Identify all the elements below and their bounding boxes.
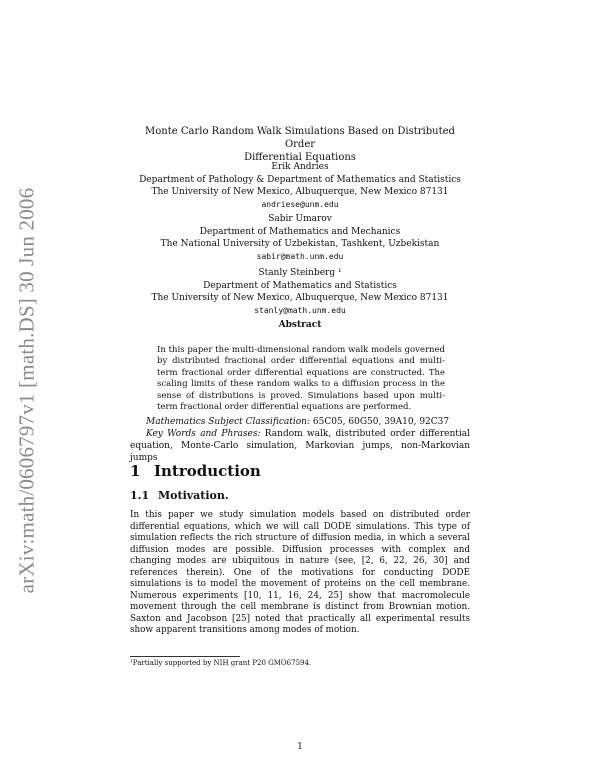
author-block <box>130 213 470 263</box>
author-name: Sabir Umarov <box>268 214 332 224</box>
keywords-value: Random walk, distributed order differential equation, Monte-Carlo simulation, Markovian jumps, non-Markovian jumps <box>130 429 470 463</box>
page-number: 1 <box>297 742 303 752</box>
msc-value: 65C05, 60G50, 39A10, 92C37 <box>310 417 450 427</box>
footnote: ¹Partially supported by NIH grant P20 GMO67594. <box>130 659 312 667</box>
subsection-number: 1.1 <box>130 489 150 502</box>
subsection-title: Motivation. <box>158 489 229 502</box>
author-university: The University of New Mexico, Albuquerque, New Mexico 87131 <box>151 293 449 303</box>
section-title: Introduction <box>154 462 261 480</box>
msc-label: Mathematics Subject Classification: <box>146 417 310 427</box>
author-university: The University of New Mexico, Albuquerque, New Mexico 87131 <box>151 187 449 197</box>
title-line-1: Monte Carlo Random Walk Simulations Based on Distributed Order <box>145 126 455 150</box>
author-block <box>130 267 470 317</box>
author-email: andriese@unm.edu <box>261 199 339 209</box>
title-line-2: Differential Equations <box>244 152 356 163</box>
section-number: 1 <box>130 462 141 480</box>
author-name: Stanly Steinberg ¹ <box>258 268 342 278</box>
section-heading <box>130 462 261 480</box>
arxiv-side-stamp <box>12 145 42 635</box>
abstract-heading: Abstract <box>278 320 322 330</box>
author-block <box>130 161 470 211</box>
author-email: stanly@math.unm.edu <box>254 305 346 315</box>
subsection-heading <box>130 489 229 502</box>
author-name: Erik Andries <box>271 162 329 172</box>
body-paragraph: In this paper we study simulation models based on distributed order differential equations, which we will call DODE simulations. This type of simulation reflects the rich structure of diffusion media, in which a several diffusion modes are possible. Diffusion processes with complex and changing modes are ubiquitous in nature (see, [2, 6, 22, 26, 30] and references therein). One of the motivations for conducting DODE simulations is to model the movement of proteins on the cell membrane. Numerous experiments [10, 11, 16, 24, 25] show that macromolecule movement through the cell membrane is distinct from Brownian motion. Saxton and Jacobson [25] noted that practically all experimental results show apparent transitions among modes of motion. <box>130 510 470 635</box>
author-department: Department of Mathematics and Statistics <box>203 280 397 291</box>
author-email: sabir@math.unm.edu <box>256 251 344 261</box>
msc-line <box>130 416 470 428</box>
paper-title <box>130 125 470 164</box>
author-university: The National University of Uzbekistan, Tashkent, Uzbekistan <box>160 239 440 249</box>
footnote-divider <box>130 656 240 657</box>
classification-block <box>130 416 470 464</box>
arxiv-identifier: arXiv:math/0606797v1 [math.DS] 30 Jun 2006 <box>14 187 39 593</box>
keywords-label: Key Words and Phrases: <box>146 429 261 439</box>
abstract-text: In this paper the multi-dimensional random walk models governed by distributed fractional order differential equations and multi-term fractional order differential equations are constructed. The scaling limits of these random walks to a diffusion process in the sense of distributions is proved. Simulations based upon multi-term fractional order differential equations are performed. <box>157 344 445 412</box>
author-department: Department of Mathematics and Mechanics <box>199 226 401 237</box>
author-department: Department of Pathology & Department of Mathematics and Statistics <box>139 174 461 185</box>
keywords-line <box>130 428 470 464</box>
